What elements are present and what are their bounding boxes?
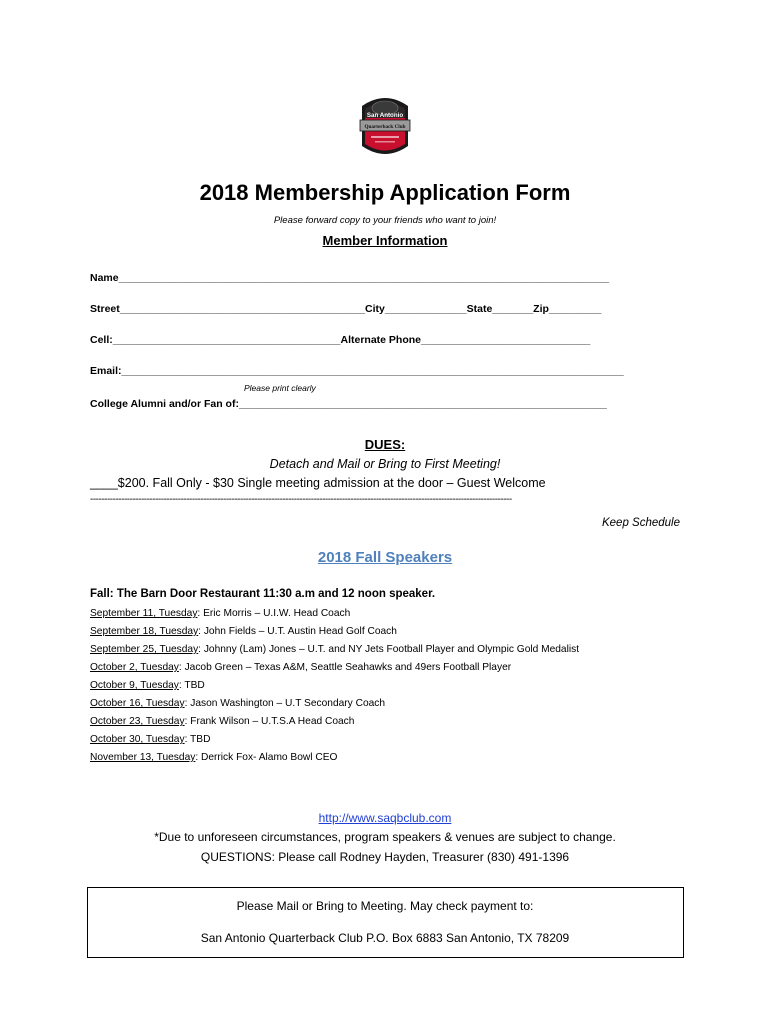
street-field[interactable]: Street__________________________________________City______________State_______Zip_________ (90, 303, 602, 315)
schedule-item (90, 734, 210, 745)
schedule-speaker: : John Fields – U.T. Austin Head Golf Coach (198, 626, 397, 637)
schedule-speaker: : Jason Washington – U.T Secondary Coach (184, 698, 386, 709)
college-field[interactable]: College Alumni and/or Fan of:_______________________________________________________________ (90, 398, 607, 410)
schedule-item (90, 752, 337, 763)
schedule-speaker: : TBD (184, 734, 211, 745)
schedule-item (90, 680, 205, 691)
club-logo (359, 96, 411, 160)
schedule-item (90, 644, 579, 655)
schedule-date: October 9, Tuesday (90, 680, 179, 691)
schedule-speaker: : Frank Wilson – U.T.S.A Head Coach (184, 716, 355, 727)
fee-line[interactable]: ____$200. Fall Only - $30 Single meeting admission at the door – Guest Welcome (90, 476, 546, 490)
schedule-item (90, 608, 350, 619)
member-info-heading: Member Information (322, 233, 448, 248)
schedule-speaker: : Derrick Fox- Alamo Bowl CEO (195, 752, 338, 763)
cell-field[interactable]: Cell:_______________________________________Alternate Phone_____________________________ (90, 334, 591, 346)
page-title: 2018 Membership Application Form (199, 180, 571, 205)
mail-address: San Antonio Quarterback Club P.O. Box 6883 San Antonio, TX 78209 (200, 931, 570, 945)
schedule-date: September 25, Tuesday (90, 644, 199, 655)
schedule-date: November 13, Tuesday (90, 752, 196, 763)
schedule-speaker: : Johnny (Lam) Jones – U.T. and NY Jets Football Player and Olympic Gold Medalist (198, 644, 580, 655)
mail-instructions-box (87, 887, 684, 958)
schedule-item (90, 698, 385, 709)
website-link[interactable]: http://www.saqbclub.com (318, 811, 452, 825)
schedule-date: October 16, Tuesday (90, 698, 185, 709)
svg-text:San Antonio: San Antonio (366, 112, 404, 119)
mail-instruction: Please Mail or Bring to Meeting. May check payment to: (236, 899, 534, 913)
dues-heading: DUES: (364, 437, 406, 452)
schedule-date: September 18, Tuesday (90, 626, 199, 637)
schedule-item (90, 662, 511, 673)
speakers-heading: 2018 Fall Speakers (317, 549, 453, 566)
schedule-item (90, 626, 397, 637)
schedule-speaker: : Jacob Green – Texas A&M, Seattle Seahawks and 49ers Football Player (178, 662, 512, 673)
schedule-date: October 2, Tuesday (90, 662, 179, 673)
disclaimer-note: *Due to unforeseen circumstances, program speakers & venues are subject to change. (154, 830, 616, 844)
name-field[interactable]: Name____________________________________________________________________________________ (90, 272, 610, 284)
venue-line: Fall: The Barn Door Restaurant 11:30 a.m and 12 noon speaker. (90, 588, 436, 600)
schedule-item (90, 716, 354, 727)
schedule-date: September 11, Tuesday (90, 608, 198, 619)
print-note: Please print clearly (244, 383, 316, 393)
keep-schedule: Keep Schedule (601, 517, 680, 529)
schedule-speaker: : TBD (178, 680, 205, 691)
schedule-speaker: : Eric Morris – U.I.W. Head Coach (197, 608, 351, 619)
email-field[interactable]: Email:______________________________________________________________________________________ (90, 365, 624, 377)
schedule-date: October 30, Tuesday (90, 734, 185, 745)
separator-line: ----------------------------------------------------------------------------------------------------------------------------------------------------- (90, 494, 512, 505)
detach-note: Detach and Mail or Bring to First Meeting! (269, 457, 501, 471)
schedule-date: October 23, Tuesday (90, 716, 185, 727)
questions-line: QUESTIONS: Please call Rodney Hayden, Treasurer (830) 491-1396 (200, 850, 570, 864)
subtitle: Please forward copy to your friends who want to join! (273, 215, 497, 226)
svg-text:Quarterback Club: Quarterback Club (364, 124, 406, 130)
